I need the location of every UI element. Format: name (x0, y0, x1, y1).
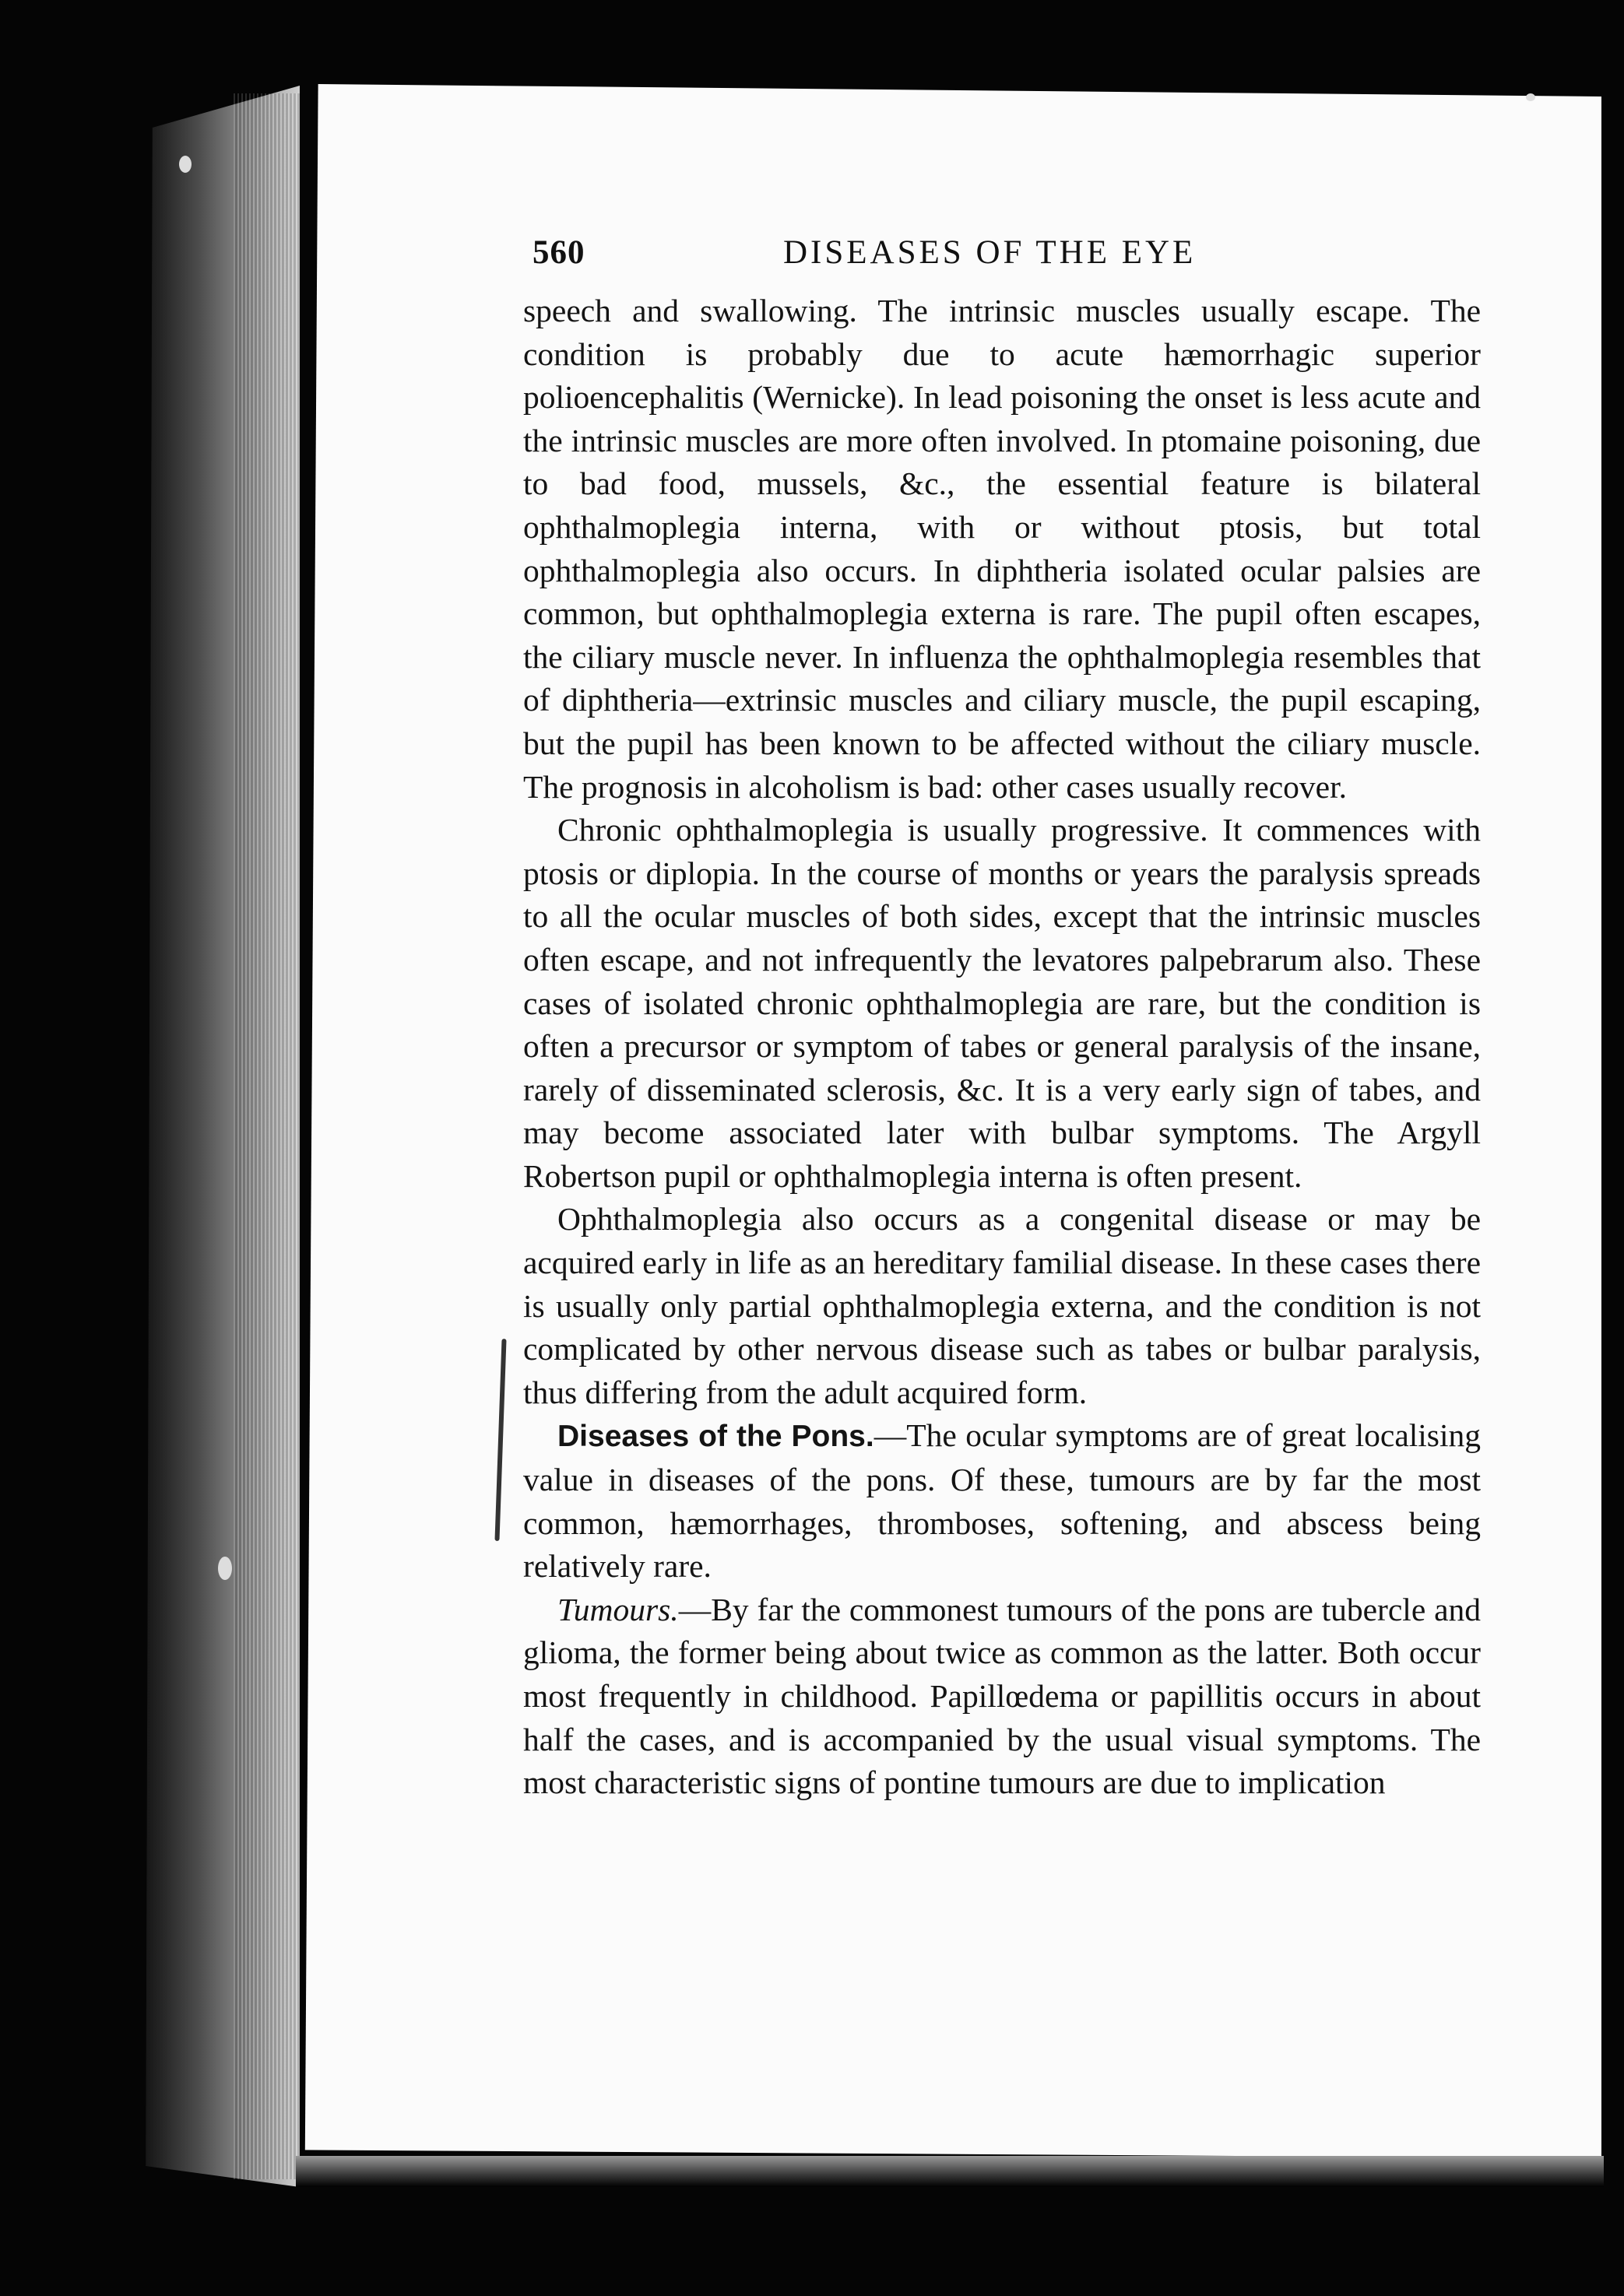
paragraph-1: speech and swallowing. The intrinsic muscles usually escape. The condition is probably due to acute hæmorrhagic superior polioencephalitis (Wernicke). In lead poisoning the onset is less acute and the intrinsic muscles are more often involved. In ptomaine poisoning, due to bad food, mussels, &c., the essential feature is bilateral ophthalmoplegia interna, with or without ptosis, but total ophthalmoplegia also occurs. In diphtheria isolated ocular palsies are common, but ophthalmoplegia externa is rare. The pupil often escapes, the ciliary muscle never. In influenza the ophthalmoplegia resembles that of diphtheria—extrinsic muscles and ciliary muscle, the pupil escaping, but the pupil has been known to be affected without the ciliary muscle. The prognosis in alcoholism is bad: other cases usually recover. (523, 293, 1481, 805)
running-head: DISEASES OF THE EYE (783, 234, 1197, 271)
subsection-heading-tumours: Tumours. (557, 1591, 679, 1627)
scan-speck (1526, 93, 1535, 101)
page-bottom-shadow (296, 2156, 1604, 2187)
page-stack-lines (234, 93, 300, 2179)
body-text (523, 290, 1481, 1805)
paragraph-5 (523, 1589, 1481, 1805)
page-number: 560 (533, 234, 585, 271)
paragraph-2: Chronic ophthalmoplegia is usually progressive. It commences with ptosis or diplopia. In the course of months or years the paralysis spreads to all the ocular muscles of both sides, except that the intrinsic muscles often escape, and not infrequently the levatores palpebrarum also. These cases of isolated chronic ophthalmoplegia are rare, but the condition is often a precursor or symptom of tabes or general paralysis of the insane, rarely of disseminated sclerosis, &c. It is a very early sign of tabes, and may become associated later with bulbar symptoms. The Argyll Robertson pupil or ophthalmoplegia interna is often present. (523, 812, 1481, 1194)
paragraph-5-text: —By far the commonest tumours of the pons are tubercle and glioma, the former being about twice as common as the latter. Both occur most frequently in childhood. Papillœdema or papillitis occurs in about half the cases, and is accompanied by the usual visual symptoms. The most characteristic signs of pontine tumours are due to implication (523, 1591, 1481, 1801)
paragraph-4 (523, 1414, 1481, 1588)
paragraph-3: Ophthalmoplegia also occurs as a congenital disease or may be acquired early in life as an hereditary familial disease. In these cases there is usually only partial ophthalmoplegia externa, and the condition is not complicated by other nervous disease such as tabes or bulbar paralysis, thus differing from the adult acquired form. (523, 1201, 1481, 1410)
scan-speck (179, 156, 192, 173)
scan-speck (218, 1557, 232, 1580)
page-header (533, 233, 1241, 280)
paragraph-4-text: —The ocular symptoms are of great localising value in diseases of the pons. Of these, tumours are by far the most common, hæmorrhages, thromboses, softening, and abscess being relatively rare. (523, 1417, 1481, 1585)
section-heading-pons: Diseases of the Pons. (557, 1420, 874, 1454)
